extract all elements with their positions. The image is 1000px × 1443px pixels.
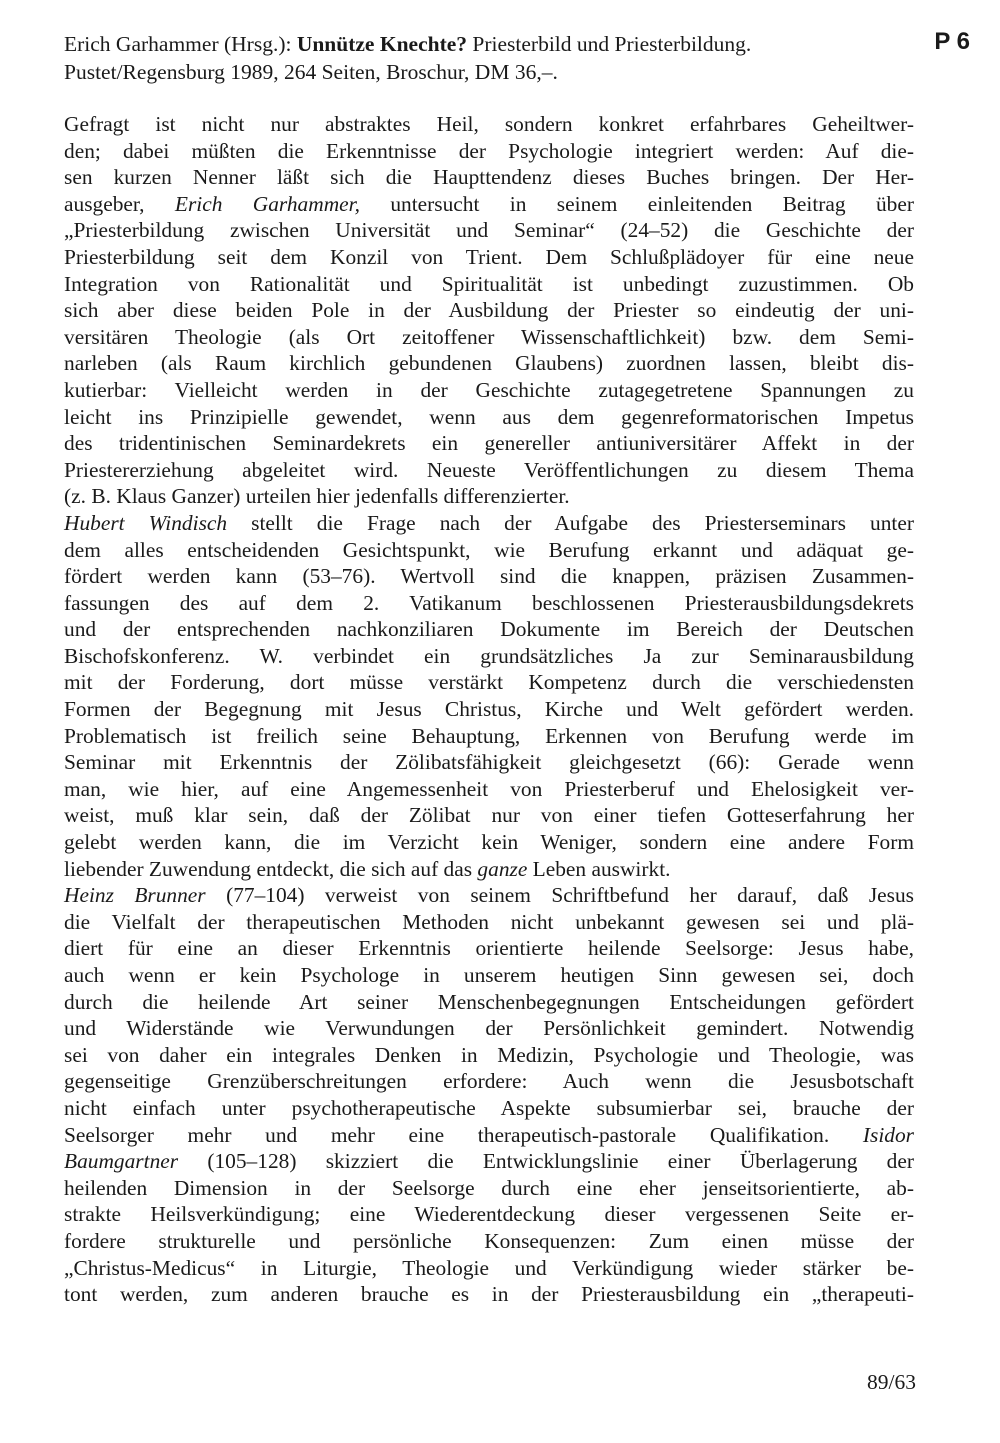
text-line: gegenseitige Grenzüberschreitungen erfordere: Auch wenn die Jesusbotschaft [64,1069,914,1094]
text-segment: ausgeber, [64,191,175,216]
text-line: nicht einfach unter psychotherapeutische Aspekte subsumierbar sei, brauche der [64,1095,914,1120]
text-line: und Widerstände wie Verwundungen der Persönlichkeit gemindert. Notwendig [64,1016,914,1041]
text-line: narleben (als Raum kirchlich gebundenen Glaubens) zuordnen lassen, bleibt dis- [64,351,914,376]
italic-name: ganze [477,856,528,881]
text-segment: untersucht in seinem einleitenden Beitrag über [359,191,914,216]
section-marker: P 6 [934,28,970,55]
text-line [64,191,914,218]
book-subtitle: Priesterbild und Priesterbildung. [467,32,752,56]
text-line: diert für eine an dieser Erkenntnis orientierte heilende Seelsorge: Jesus habe, [64,936,914,961]
text-line: Seminar mit Erkenntnis der Zölibatsfähigkeit gleichgesetzt (66): Gerade wenn [64,750,914,775]
header-line-1 [64,30,934,58]
text-line: fordere strukturelle und persönliche Konsequenzen: Zum einen müsse der [64,1228,914,1253]
text-segment: (77–104) verweist von seinem Schriftbefund her darauf, daß Jesus [205,883,914,908]
text-line: strakte Heilsverkündigung; eine Wiederentdeckung dieser vergessenen Seite er- [64,1202,914,1227]
text-line: kutierbar: Vielleicht werden in der Geschichte zutagegetretene Spannungen zu [64,377,914,402]
text-line: „Christus-Medicus“ in Liturgie, Theologie und Verkündigung wieder stärker be- [64,1255,914,1280]
text-segment: liebender Zuwendung entdeckt, die sich auf das [64,856,478,881]
text-line: die Vielfalt der therapeutischen Methoden nicht unbekannt gewesen sei und plä- [64,909,914,934]
text-line: weist, muß klar sein, daß der Zölibat nur von einer tiefen Gotteserfahrung her [64,803,914,828]
text-line: und der entsprechenden nachkonziliaren Dokumente im Bereich der Deutschen [64,617,914,642]
text-line: man, wie hier, auf eine Angemessenheit von Priesterberuf und Ehelosigkeit ver- [64,776,914,801]
text-line: (z. B. Klaus Ganzer) urteilen hier jedenfalls differenzierter. [64,484,570,509]
review-body [64,111,914,1308]
book-title: Unnütze Knechte? [296,32,468,56]
text-line: fördert werden kann (53–76). Wertvoll sind die knappen, präzisen Zusammen- [64,564,914,589]
text-segment: Seelsorger mehr und mehr eine therapeutisch-pastorale Qualifikation. [64,1122,863,1147]
text-line: Problematisch ist freilich seine Behauptung, Erkennen von Berufung werde im [64,723,914,748]
text-line: des tridentinischen Seminardekrets ein genereller antiuniversitärer Affekt in der [64,431,914,456]
text-line [64,1148,914,1175]
text-line [64,856,914,883]
text-line: dem alles entscheidenden Gesichtspunkt, wie Berufung erkannt und adäquat ge- [64,537,914,562]
text-line: versitären Theologie (als Ort zeitoffener Wissenschaftlichkeit) bzw. dem Semi- [64,324,914,349]
page-number: 89/63 [867,1370,916,1394]
text-line: Formen der Begegnung mit Jesus Christus, Kirche und Welt gefördert werden. [64,697,914,722]
text-line: fassungen des auf dem 2. Vatikanum beschlossenen Priesterausbildungsdekrets [64,590,914,615]
text-line [64,510,914,537]
text-line: Gefragt ist nicht nur abstraktes Heil, sondern konkret erfahrbares Geheiltwer- [64,112,914,136]
italic-name: Baumgartner [64,1149,179,1174]
text-line: leicht ins Prinzipielle gewendet, wenn aus dem gegenreformatorischen Impetus [64,404,914,429]
italic-name: Erich Garhammer, [174,191,360,216]
text-line: gelebt werden kann, die im Verzicht kein Weniger, sondern eine andere Form [64,830,914,855]
editor-name: Erich Garhammer (Hrsg.): [64,32,297,56]
text-line: heilenden Dimension in der Seelsorge durch eine eher jenseitsorientierte, ab- [64,1175,914,1200]
text-line: tont werden, zum anderen brauche es in der Priesterausbildung ein „therapeuti- [64,1282,914,1307]
header-line-2: Pustet/Regensburg 1989, 264 Seiten, Broschur, DM 36,–. [64,60,558,84]
text-segment: stellt die Frage nach der Aufgabe des Priesterseminars unter [227,510,914,535]
text-line: mit der Forderung, dort müsse verstärkt Kompetenz durch die verschiedensten [64,670,914,695]
text-line: sei von daher ein integrales Denken in Medizin, Psychologie und Theologie, was [64,1042,914,1067]
text-line: Priestererziehung abgeleitet wird. Neueste Veröffentlichungen zu diesem Thema [64,457,914,482]
text-line [64,882,914,909]
text-segment: (105–128) skizziert die Entwicklungslinie einer Überlagerung der [178,1149,914,1174]
italic-name: Hubert Windisch [64,510,228,535]
italic-name: Isidor [862,1122,914,1147]
text-line: durch die heilende Art seiner Menschenbegegnungen Entscheidungen gefördert [64,989,914,1014]
text-line [64,1122,914,1149]
text-line: auch wenn er kein Psychologe in unserem heutigen Sinn gewesen sei, doch [64,963,914,987]
text-line: Bischofskonferenz. W. verbindet ein grundsätzliches Ja zur Seminarausbildung [64,643,914,668]
text-line: den; dabei müßten die Erkenntnisse der Psychologie integriert werden: Auf die- [64,138,914,163]
text-line: Integration von Rationalität und Spiritualität ist unbedingt zuzustimmen. Ob [64,271,914,296]
text-line: „Priesterbildung zwischen Universität und Seminar“ (24–52) die Geschichte der [64,218,914,243]
text-line: Priesterbildung seit dem Konzil von Trient. Dem Schlußplädoyer für eine neue [64,244,914,269]
text-line: sen kurzen Nenner läßt sich die Haupttendenz dieses Buches bringen. Der Her- [64,165,914,190]
text-line: sich aber diese beiden Pole in der Ausbildung der Priester so eindeutig der uni- [64,298,914,323]
bibliographic-header [64,30,934,86]
text-segment: Leben auswirkt. [527,856,671,881]
italic-name: Heinz Brunner [64,883,206,908]
